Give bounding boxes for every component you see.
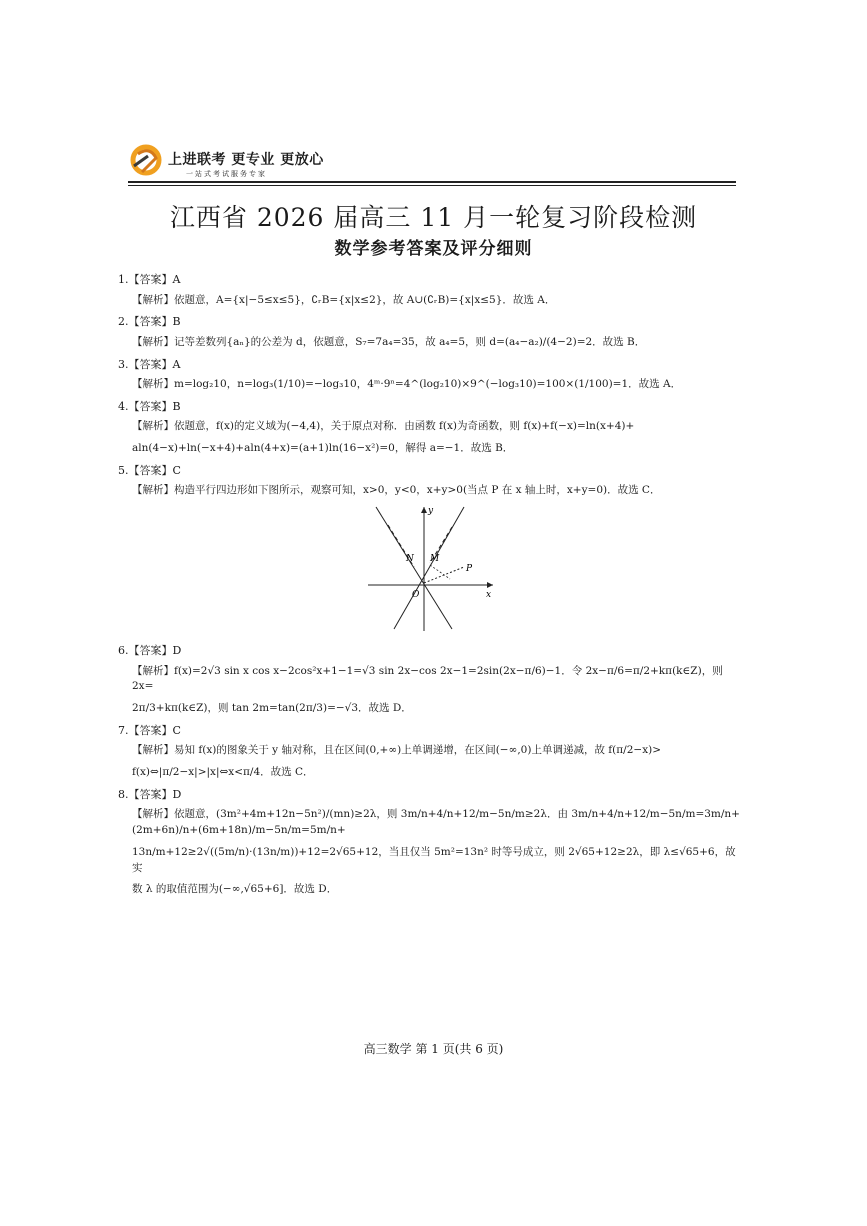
explanation-line: 数 λ 的取值范围为(−∞,√65+6]．故选 D． — [132, 883, 338, 896]
explanation-line: 【解析】依题意，f(x)的定义域为(−4,4)，关于原点对称．由函数 f(x)为奇函数，则 f(x)+f(−x)=ln(x+4)+ — [132, 420, 635, 433]
explanation-line: 【解析】易知 f(x)的图象关于 y 轴对称，且在区间(0,+∞)上单调递增，在区间(−∞,0)上单调递减，故 f(π/2−x)> — [132, 744, 662, 757]
answer-label: 6.【答案】D — [118, 644, 182, 657]
answer-label: 4.【答案】B — [118, 399, 181, 413]
logo-icon — [128, 140, 168, 180]
explanation-line: 【解析】f(x)=2√3 sin x cos x−2cos²x+1−1=√3 sin 2x−cos 2x−1=2sin(2x−π/6)−1．令 2x−π/6=π/2+kπ(k∈Z)，则 2x= — [132, 664, 723, 693]
question-6 — [118, 643, 743, 717]
header — [128, 140, 736, 188]
question-3 — [118, 357, 743, 393]
question-4 — [118, 399, 743, 457]
explanation-line: 2π/3+kπ(k∈Z)，则 tan 2m=tan(2π/3)=−√3．故选 D． — [132, 702, 412, 714]
explanation-line: 13n/m+12≥2√((5m/n)·(13n/m))+12=2√65+12，当且仅当 5m²=13n² 时等号成立，则 2√65+12≥2λ，即 λ≤√65+6，故实 — [132, 845, 736, 874]
point-label-p: P — [466, 564, 473, 574]
point-label-m: M — [430, 554, 440, 564]
header-slogan: 上进联考 更专业 更放心 — [168, 152, 324, 168]
answer-label: 3.【答案】A — [118, 357, 181, 371]
explanation-line: aln(4−x)+ln(−x+4)+aln(4+x)=(a+1)ln(16−x²)=0，解得 a=−1．故选 B． — [132, 442, 514, 454]
explanation-line: 【解析】构造平行四边形如下图所示，观察可知，x>0，y<0，x+y>0(当点 P 在 x 轴上时，x+y=0)．故选 C． — [132, 484, 661, 497]
point-label-n: N — [406, 554, 414, 564]
question-5 — [118, 463, 743, 635]
answer-label: 5.【答案】C — [118, 463, 181, 477]
question-2 — [118, 314, 743, 350]
question-1 — [118, 272, 743, 308]
page-subtitle: 数学参考答案及评分细则 — [334, 239, 533, 259]
explanation-line: 【解析】m=log₂10，n=log₃(1/10)=−log₃10，4ᵐ·9ⁿ=4^(log₂10)×9^(−log₃10)=100×(1/100)=1．故选 A． — [132, 378, 682, 390]
answer-label: 2.【答案】B — [118, 315, 181, 329]
explanation-line: f(x)⇔|π/2−x|>|x|⇔x<π/4．故选 C． — [132, 766, 314, 778]
axis-label-x: x — [486, 590, 492, 600]
origin-label: O — [412, 590, 420, 600]
explanation-line: 【解析】记等差数列{aₙ}的公差为 d，依题意，S₇=7a₄=35，故 a₄=5，则 d=(a₄−a₂)/(4−2)=2．故选 B． — [132, 335, 646, 348]
page-title: 江西省 2026 届高三 11 月一轮复习阶段检测 — [169, 203, 698, 232]
header-slogan-sub: 一站式考试服务专家 — [186, 170, 267, 178]
answer-label: 8.【答案】D — [118, 787, 182, 801]
header-rule — [128, 181, 736, 183]
parallelogram-figure — [368, 505, 498, 635]
axis-label-y: y — [428, 506, 434, 516]
header-rule-thin — [128, 185, 736, 186]
answer-list — [118, 272, 743, 904]
answer-label: 1.【答案】A — [118, 273, 181, 286]
question-7 — [118, 723, 743, 781]
explanation-line: 【解析】依题意，A={x|−5≤x≤5}，∁ᵣB={x|x≤2}，故 A∪(∁ᵣB)={x|x≤5}．故选 A． — [132, 293, 556, 306]
answer-label: 7.【答案】C — [118, 723, 181, 737]
explanation-line: 【解析】依题意，(3m²+4m+12n−5n²)/(mn)≥2λ，则 3m/n+4/n+12/m−5n/m≥2λ．由 3m/n+4/n+12/m−5n/m=3m/n+(2m+6n)/n+(6m+18n)/m−5n/m=5m/n+ — [132, 808, 740, 836]
question-8 — [118, 787, 743, 898]
page-footer: 高三数学 第 1 页(共 6 页) — [363, 1042, 504, 1056]
